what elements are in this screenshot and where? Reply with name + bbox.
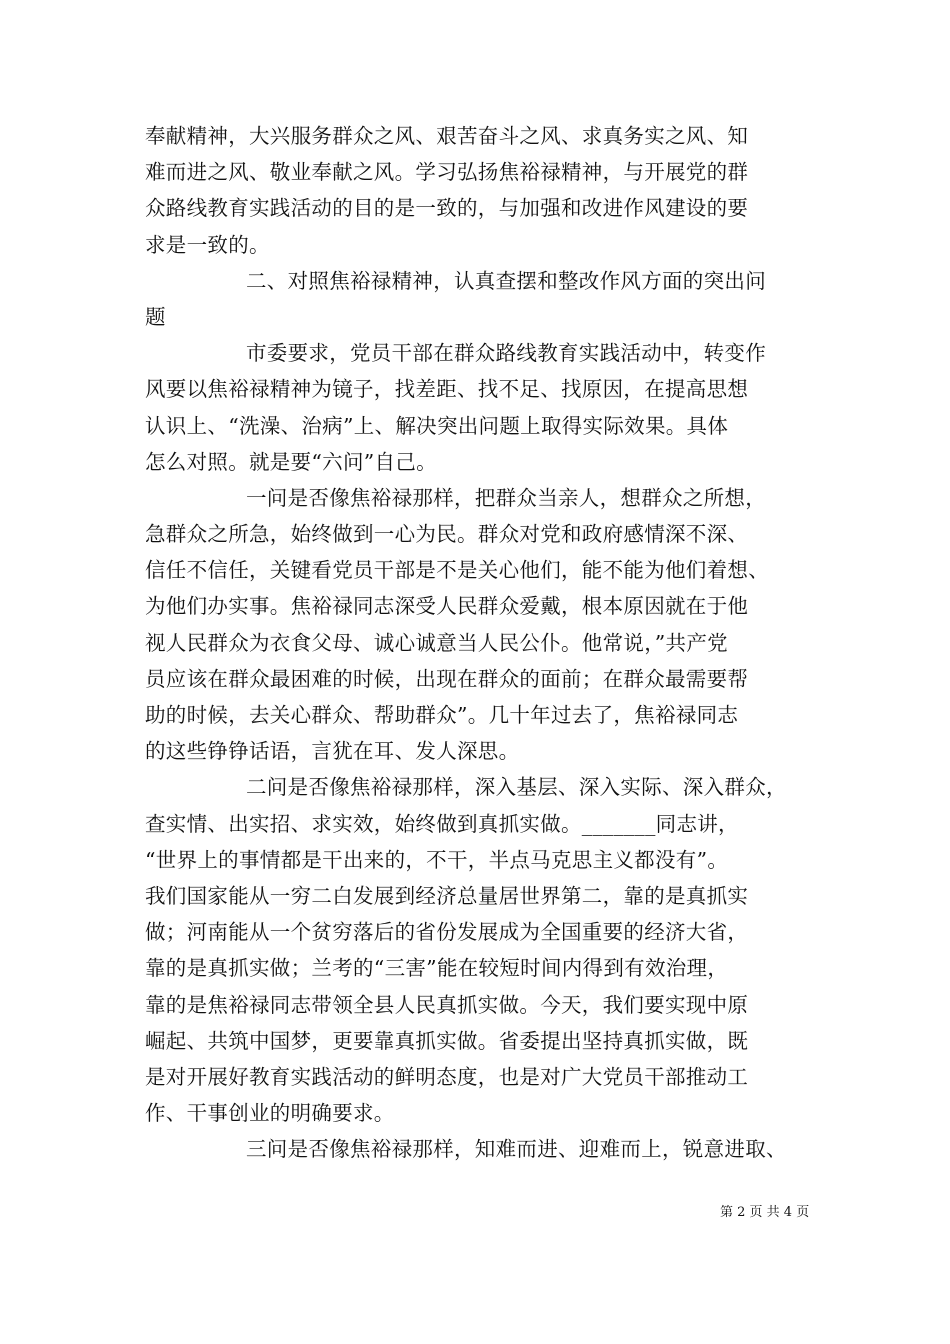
text-line: 信任不信任，关键看党员干部是不是关心他们，能不能为他们着想、: [145, 558, 769, 583]
text-line: 二、对照焦裕禄精神，认真查摆和整改作风方面的突出问: [246, 268, 766, 293]
text-line: 题: [145, 304, 166, 329]
text-line: 的这些铮铮话语，言犹在耳、发人深思。: [145, 739, 520, 764]
text-line: 做；河南能从一个贫穷落后的省份发展成为全国重要的经济大省，: [145, 920, 749, 945]
text-line: 靠的是焦裕禄同志带领全县人民真抓实做。今天，我们要实现中原: [145, 992, 749, 1017]
text-line: 急群众之所急，始终做到一心为民。群众对党和政府感情深不深、: [145, 522, 749, 547]
document-body: [145, 118, 815, 1167]
text-line: 查实情、出实招、求实效，始终做到真抓实做。_______同志讲，: [145, 811, 739, 836]
text-line: 是对开展好教育实践活动的鲜明态度，也是对广大党员干部推动工: [145, 1064, 749, 1089]
text-line: 认识上、“洗澡、治病”上、解决突出问题上取得实际效果。具体: [145, 413, 729, 438]
text-line: “世界上的事情都是干出来的，不干，半点马克思主义都没有”。: [145, 847, 729, 872]
text-line: 难而进之风、敬业奉献之风。学习弘扬焦裕禄精神，与开展党的群: [145, 160, 749, 185]
text-line: 市委要求，党员干部在群众路线教育实践活动中，转变作: [246, 341, 766, 366]
text-line: 视人民群众为衣食父母、诚心诚意当人民公仆。他常说，”共产党: [145, 630, 728, 655]
text-line: 崛起、共筑中国梦，更要靠真抓实做。省委提出坚持真抓实做，既: [145, 1028, 749, 1053]
text-line: 靠的是真抓实做；兰考的“三害”能在较短时间内得到有效治理，: [145, 956, 729, 981]
text-line: 风要以焦裕禄精神为镜子，找差距、找不足、找原因，在提高思想: [145, 377, 749, 402]
text-line: 二问是否像焦裕禄那样，深入基层、深入实际、深入群众，: [246, 775, 787, 800]
text-line: 怎么对照。就是要“六问”自己。: [145, 449, 437, 474]
text-line: 一问是否像焦裕禄那样，把群众当亲人，想群众之所想，: [246, 485, 766, 510]
text-line: 助的时候，去关心群众、帮助群众”。几十年过去了，焦裕禄同志: [145, 703, 739, 727]
text-line: 为他们办实事。焦裕禄同志深受人民群众爱戴，根本原因就在于他: [145, 594, 749, 619]
text-line: 作、干事创业的明确要求。: [145, 1101, 395, 1126]
text-line: 奉献精神，大兴服务群众之风、艰苦奋斗之风、求真务实之风、知: [145, 124, 749, 148]
text-line: 三问是否像焦裕禄那样，知难而进、迎难而上，锐意进取、: [246, 1137, 787, 1162]
text-line: 求是一致的。: [145, 232, 270, 257]
text-line: 众路线教育实践活动的目的是一致的，与加强和改进作风建设的要: [145, 196, 749, 221]
text-line: 我们国家能从一穷二白发展到经济总量居世界第二，靠的是真抓实: [145, 883, 749, 908]
text-line: 员应该在群众最困难的时候，出现在群众的面前；在群众最需要帮: [145, 666, 749, 691]
page-footer: 第 2 页 共 4 页: [720, 1205, 810, 1220]
